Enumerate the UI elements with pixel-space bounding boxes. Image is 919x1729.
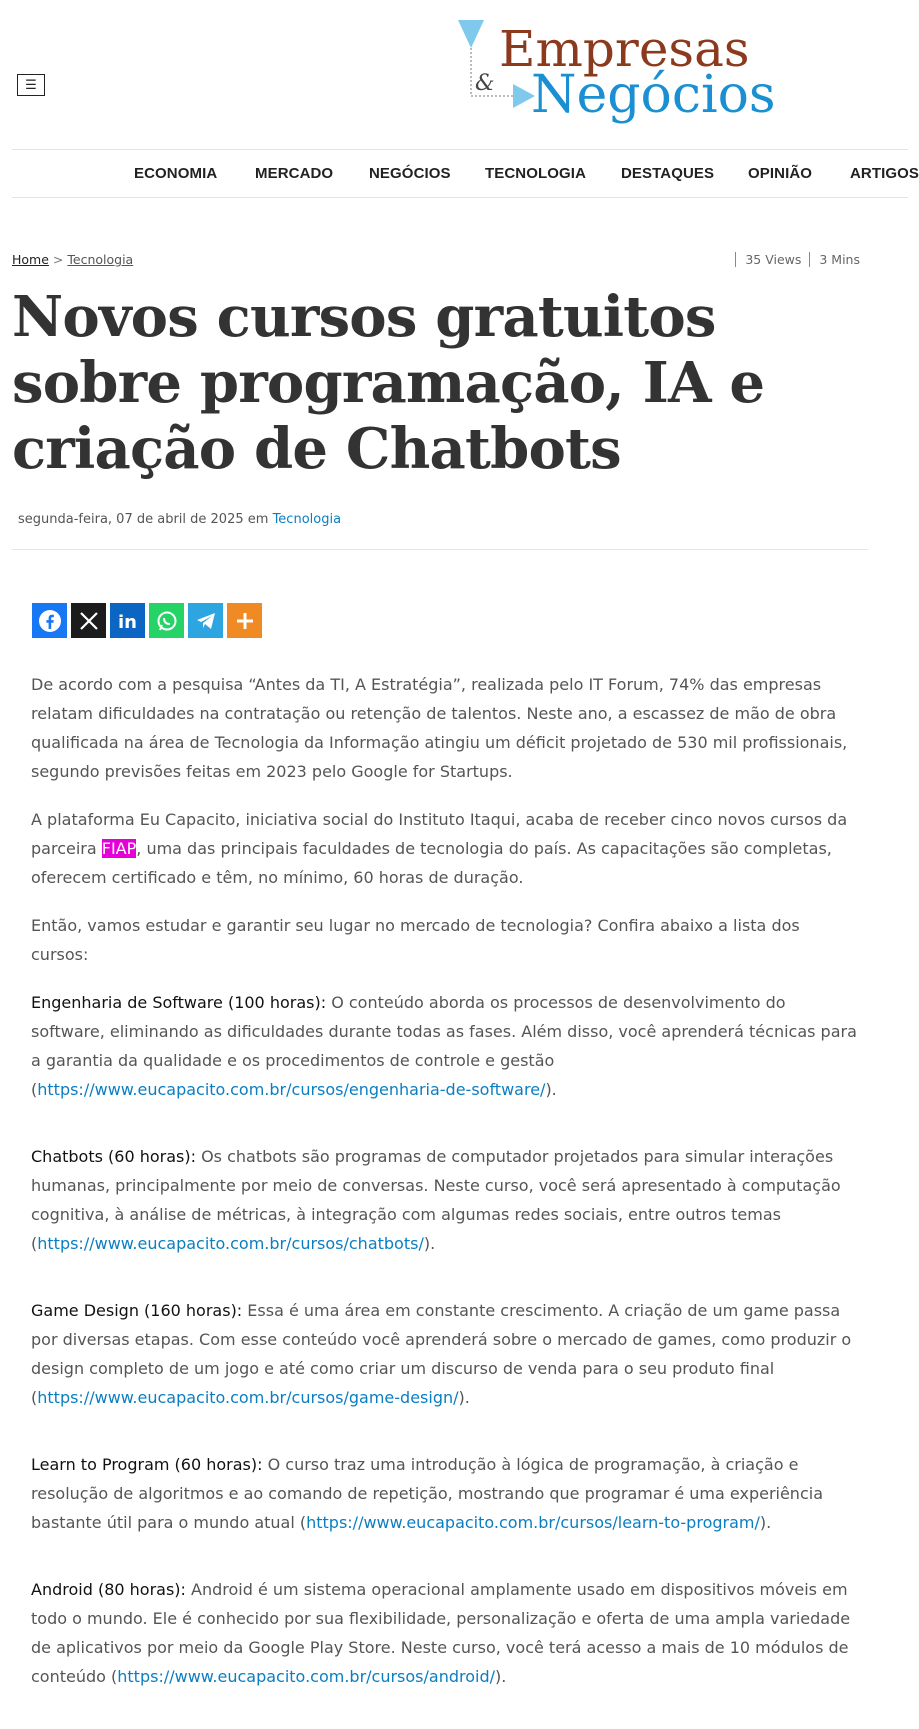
breadcrumb-home-link[interactable]: Home <box>12 252 49 267</box>
nav-item-economia[interactable]: ECONOMIA <box>134 165 218 182</box>
course-link[interactable]: https://www.eucapacito.com.br/cursos/engenharia-de-software/ <box>37 1080 546 1099</box>
logo-graphic <box>455 14 776 132</box>
course-title: Chatbots (60 horas): <box>31 1147 196 1166</box>
course-end: ). <box>759 1513 772 1532</box>
course-end: ). <box>423 1234 436 1253</box>
paragraph-platform-end: , uma das principais faculdades de tecnologia do país. As capacitações são completas, oferecem certificado e têm, no mínimo, 60 horas de duração. <box>31 839 832 887</box>
course-learn-to-program <box>31 1450 857 1537</box>
site-header <box>0 0 908 150</box>
course-end: ). <box>458 1388 470 1407</box>
paragraph-platform <box>31 805 857 892</box>
logo-text-negocios: Negócios <box>531 65 776 125</box>
course-link[interactable]: https://www.eucapacito.com.br/cursos/chatbots/ <box>37 1234 424 1253</box>
whatsapp-icon[interactable] <box>149 603 184 638</box>
logo-text-amp: & <box>475 71 495 96</box>
course-title: Learn to Program (60 horas): <box>31 1455 263 1474</box>
nav-item-destaques[interactable]: DESTAQUES <box>621 165 715 182</box>
course-link[interactable]: https://www.eucapacito.com.br/cursos/game-design/ <box>37 1388 459 1407</box>
page-title: Novos cursos gratuitos sobre programação, IA e criação de Chatbots <box>12 284 765 482</box>
breadcrumb-current-link[interactable]: Tecnologia <box>67 252 134 267</box>
course-link[interactable]: https://www.eucapacito.com.br/cursos/learn-to-program/ <box>306 1513 760 1532</box>
post-meta <box>727 252 860 267</box>
nav-item-artigos[interactable]: ARTIGOS <box>850 165 919 182</box>
share-bar <box>32 603 262 638</box>
course-description: Essa é uma área em constante crescimento. A criação de um game passa por diversas etapas. Com esse conteúdo você aprenderá sobre o mercado de games, como produzir o design completo de um jogo e até como criar um discurso de venda para o seu produto final ( <box>31 1301 852 1407</box>
course-title: Android (80 horas): <box>31 1580 186 1599</box>
breadcrumb-separator: > <box>52 252 64 267</box>
course-link[interactable]: https://www.eucapacito.com.br/cursos/android/ <box>117 1667 496 1686</box>
post-date: segunda-feira, 07 de abril de 2025 <box>18 512 244 527</box>
course-engenharia-de-software <box>31 988 857 1104</box>
course-end: ). <box>545 1080 557 1099</box>
nav-item-mercado[interactable]: MERCADO <box>255 165 334 182</box>
facebook-icon[interactable] <box>32 603 67 638</box>
category-prefix: em <box>247 512 269 527</box>
main-nav <box>12 149 919 198</box>
course-chatbots <box>31 1142 857 1258</box>
course-description: O curso traz uma introdução à lógica de programação, à criação e resolução de algoritmos e ao comando de repetição, mostrando que programar é uma experiência bastante útil para o mundo atual ( <box>31 1455 823 1532</box>
paragraph-intro: De acordo com a pesquisa “Antes da TI, A Estratégia”, realizada pelo IT Forum, 74% das empresas relatam dificuldades na contratação ou retenção de talentos. Neste ano, a escassez de mão de obra qualificada na área de Tecnologia da Informação atingiu um déficit projetado de 530 mil profissionais, segundo previsões feitas em 2023 pelo Google for Startups. <box>31 675 848 781</box>
course-game-design <box>31 1296 857 1412</box>
nav-item-tecnologia[interactable]: TECNOLOGIA <box>485 165 586 182</box>
linkedin-icon[interactable] <box>110 603 145 638</box>
x-icon[interactable] <box>71 603 106 638</box>
post-byline <box>18 512 341 527</box>
course-title: Game Design (160 horas): <box>31 1301 243 1320</box>
course-title: Engenharia de Software (100 horas): <box>31 993 327 1012</box>
site-logo[interactable] <box>455 14 776 132</box>
nav-item-negocios[interactable]: NEGÓCIOS <box>369 165 451 182</box>
course-description: O conteúdo aborda os processos de desenvolvimento do software, eliminando as dificuldades durante todas as fases. Além disso, você aprenderá técnicas para a garantia da qualidade e os procedimentos de controle e gestão ( <box>31 993 857 1099</box>
views-count: 35 Views <box>735 252 801 267</box>
course-description: Os chatbots são programas de computador projetados para simular interações humanas, principalmente por meio de conversas. Neste curso, você será apresentado à computação cognitiva, à análise de métricas, à integração com algumas redes sociais, entre outros temas ( <box>31 1147 841 1253</box>
svg-text:in: in <box>117 611 137 633</box>
article-body <box>31 670 857 1729</box>
category-link[interactable]: Tecnologia <box>272 512 342 527</box>
divider <box>12 549 868 550</box>
more-icon[interactable] <box>227 603 262 638</box>
telegram-icon[interactable] <box>188 603 223 638</box>
logo-text-empresas: Empresas <box>499 20 750 78</box>
breadcrumb <box>12 252 133 267</box>
read-time: 3 Mins <box>809 252 860 267</box>
paragraph-list-intro: Então, vamos estudar e garantir seu lugar no mercado de tecnologia? Confira abaixo a lista dos cursos: <box>31 916 800 964</box>
hamburger-menu-icon[interactable]: ☰ <box>17 74 45 96</box>
nav-item-opiniao[interactable]: OPINIÃO <box>748 165 813 182</box>
paragraph-platform-start: A plataforma Eu Capacito, iniciativa social do Instituto Itaqui, acaba de receber cinco novos cursos da parceira <box>31 810 848 858</box>
course-end: ). <box>495 1667 507 1686</box>
highlighted-term: FIAP <box>101 839 137 858</box>
course-description: Android é um sistema operacional amplamente usado em dispositivos móveis em todo o mundo. Ele é conhecido por sua flexibilidade, personalização e oferta de uma ampla variedade de aplicativos por meio da Google Play Store. Neste curso, você terá acesso a mais de 10 módulos de conteúdo ( <box>31 1580 851 1686</box>
course-android <box>31 1575 857 1691</box>
